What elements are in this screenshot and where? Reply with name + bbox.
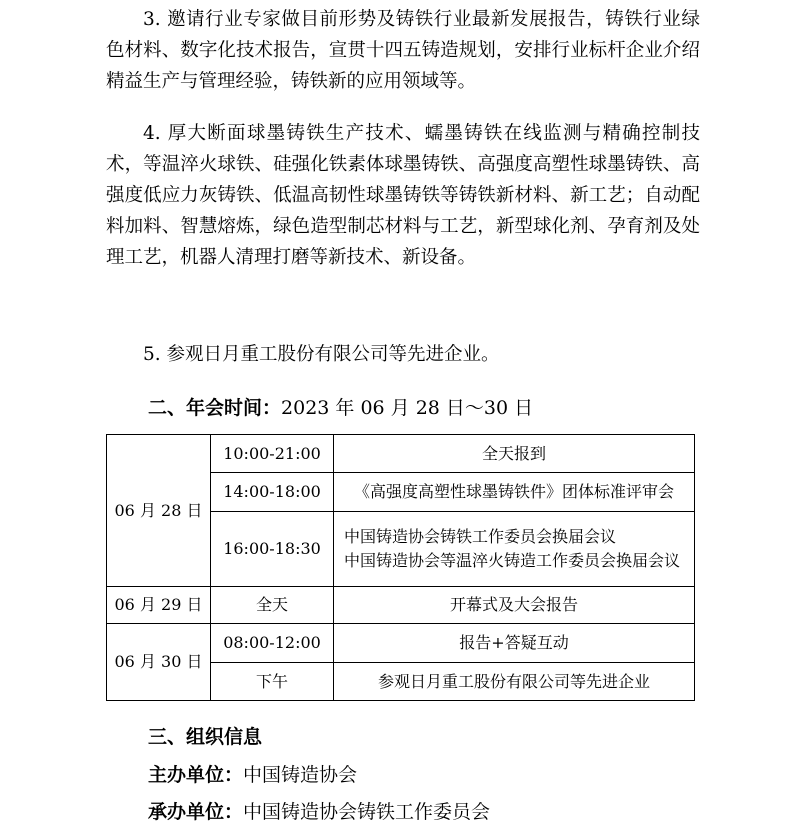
table-row xyxy=(107,435,695,473)
table-row xyxy=(107,624,695,663)
host-label: 主办单位： xyxy=(148,764,244,786)
time-cell: 16:00-18:30 xyxy=(211,512,334,587)
schedule-table xyxy=(106,434,695,701)
organizer-value: 中国铸造协会铸铁工作委员会 xyxy=(243,801,491,823)
time-cell: 下午 xyxy=(211,663,334,701)
section-heading-organization: 三、组织信息 xyxy=(148,726,263,748)
event-cell: 参观日月重工股份有限公司等先进企业 xyxy=(334,663,695,701)
section-heading-meeting-time xyxy=(148,393,533,423)
time-cell: 08:00-12:00 xyxy=(211,624,334,663)
time-cell: 14:00-18:00 xyxy=(211,473,334,512)
date-cell: 06 月 28 日 xyxy=(107,435,211,587)
event-line: 中国铸造协会铸铁工作委员会换届会议 xyxy=(344,527,617,546)
organizer-info xyxy=(148,797,490,827)
event-line: 中国铸造协会等温淬火铸造工作委员会换届会议 xyxy=(344,551,681,570)
meeting-dates: 2023 年 06 月 28 日～30 日 xyxy=(281,397,534,419)
time-cell: 10:00-21:00 xyxy=(211,435,334,473)
paragraph-item-4: 4. 厚大断面球墨铸铁生产技术、蠕墨铸铁在线监测与精确控制技术，等温淬火球铁、硅强化铁素体球墨铸铁、高强度高塑性球墨铸铁、高强度低应力灰铸铁、低温高韧性球墨铸铁等铸铁新材料、新工艺；自动配料加料、智慧熔炼，绿色造型制芯材料与工艺，新型球化剂、孕育剂及处理工艺，机器人清理打磨等新技术、新设备。 xyxy=(106,123,700,268)
event-cell xyxy=(334,512,695,587)
event-cell: 全天报到 xyxy=(334,435,695,473)
event-cell: 开幕式及大会报告 xyxy=(334,587,695,624)
section-heading-label: 二、年会时间： xyxy=(148,397,282,419)
time-cell: 全天 xyxy=(211,587,334,624)
paragraph-item-5: 5. 参观日月重工股份有限公司等先进企业。 xyxy=(143,344,500,365)
event-cell: 《高强度高塑性球墨铸铁件》团体标准评审会 xyxy=(334,473,695,512)
date-cell: 06 月 30 日 xyxy=(107,624,211,701)
host-info xyxy=(148,760,357,790)
date-cell: 06 月 29 日 xyxy=(107,587,211,624)
event-cell: 报告+答疑互动 xyxy=(334,624,695,663)
host-value: 中国铸造协会 xyxy=(243,764,358,786)
paragraph-item-3: 3. 邀请行业专家做目前形势及铸铁行业最新发展报告，铸铁行业绿色材料、数字化技术报告，宣贯十四五铸造规划，安排行业标杆企业介绍精益生产与管理经验，铸铁新的应用领域等。 xyxy=(106,9,700,92)
organizer-label: 承办单位： xyxy=(148,801,244,823)
table-row xyxy=(107,587,695,624)
